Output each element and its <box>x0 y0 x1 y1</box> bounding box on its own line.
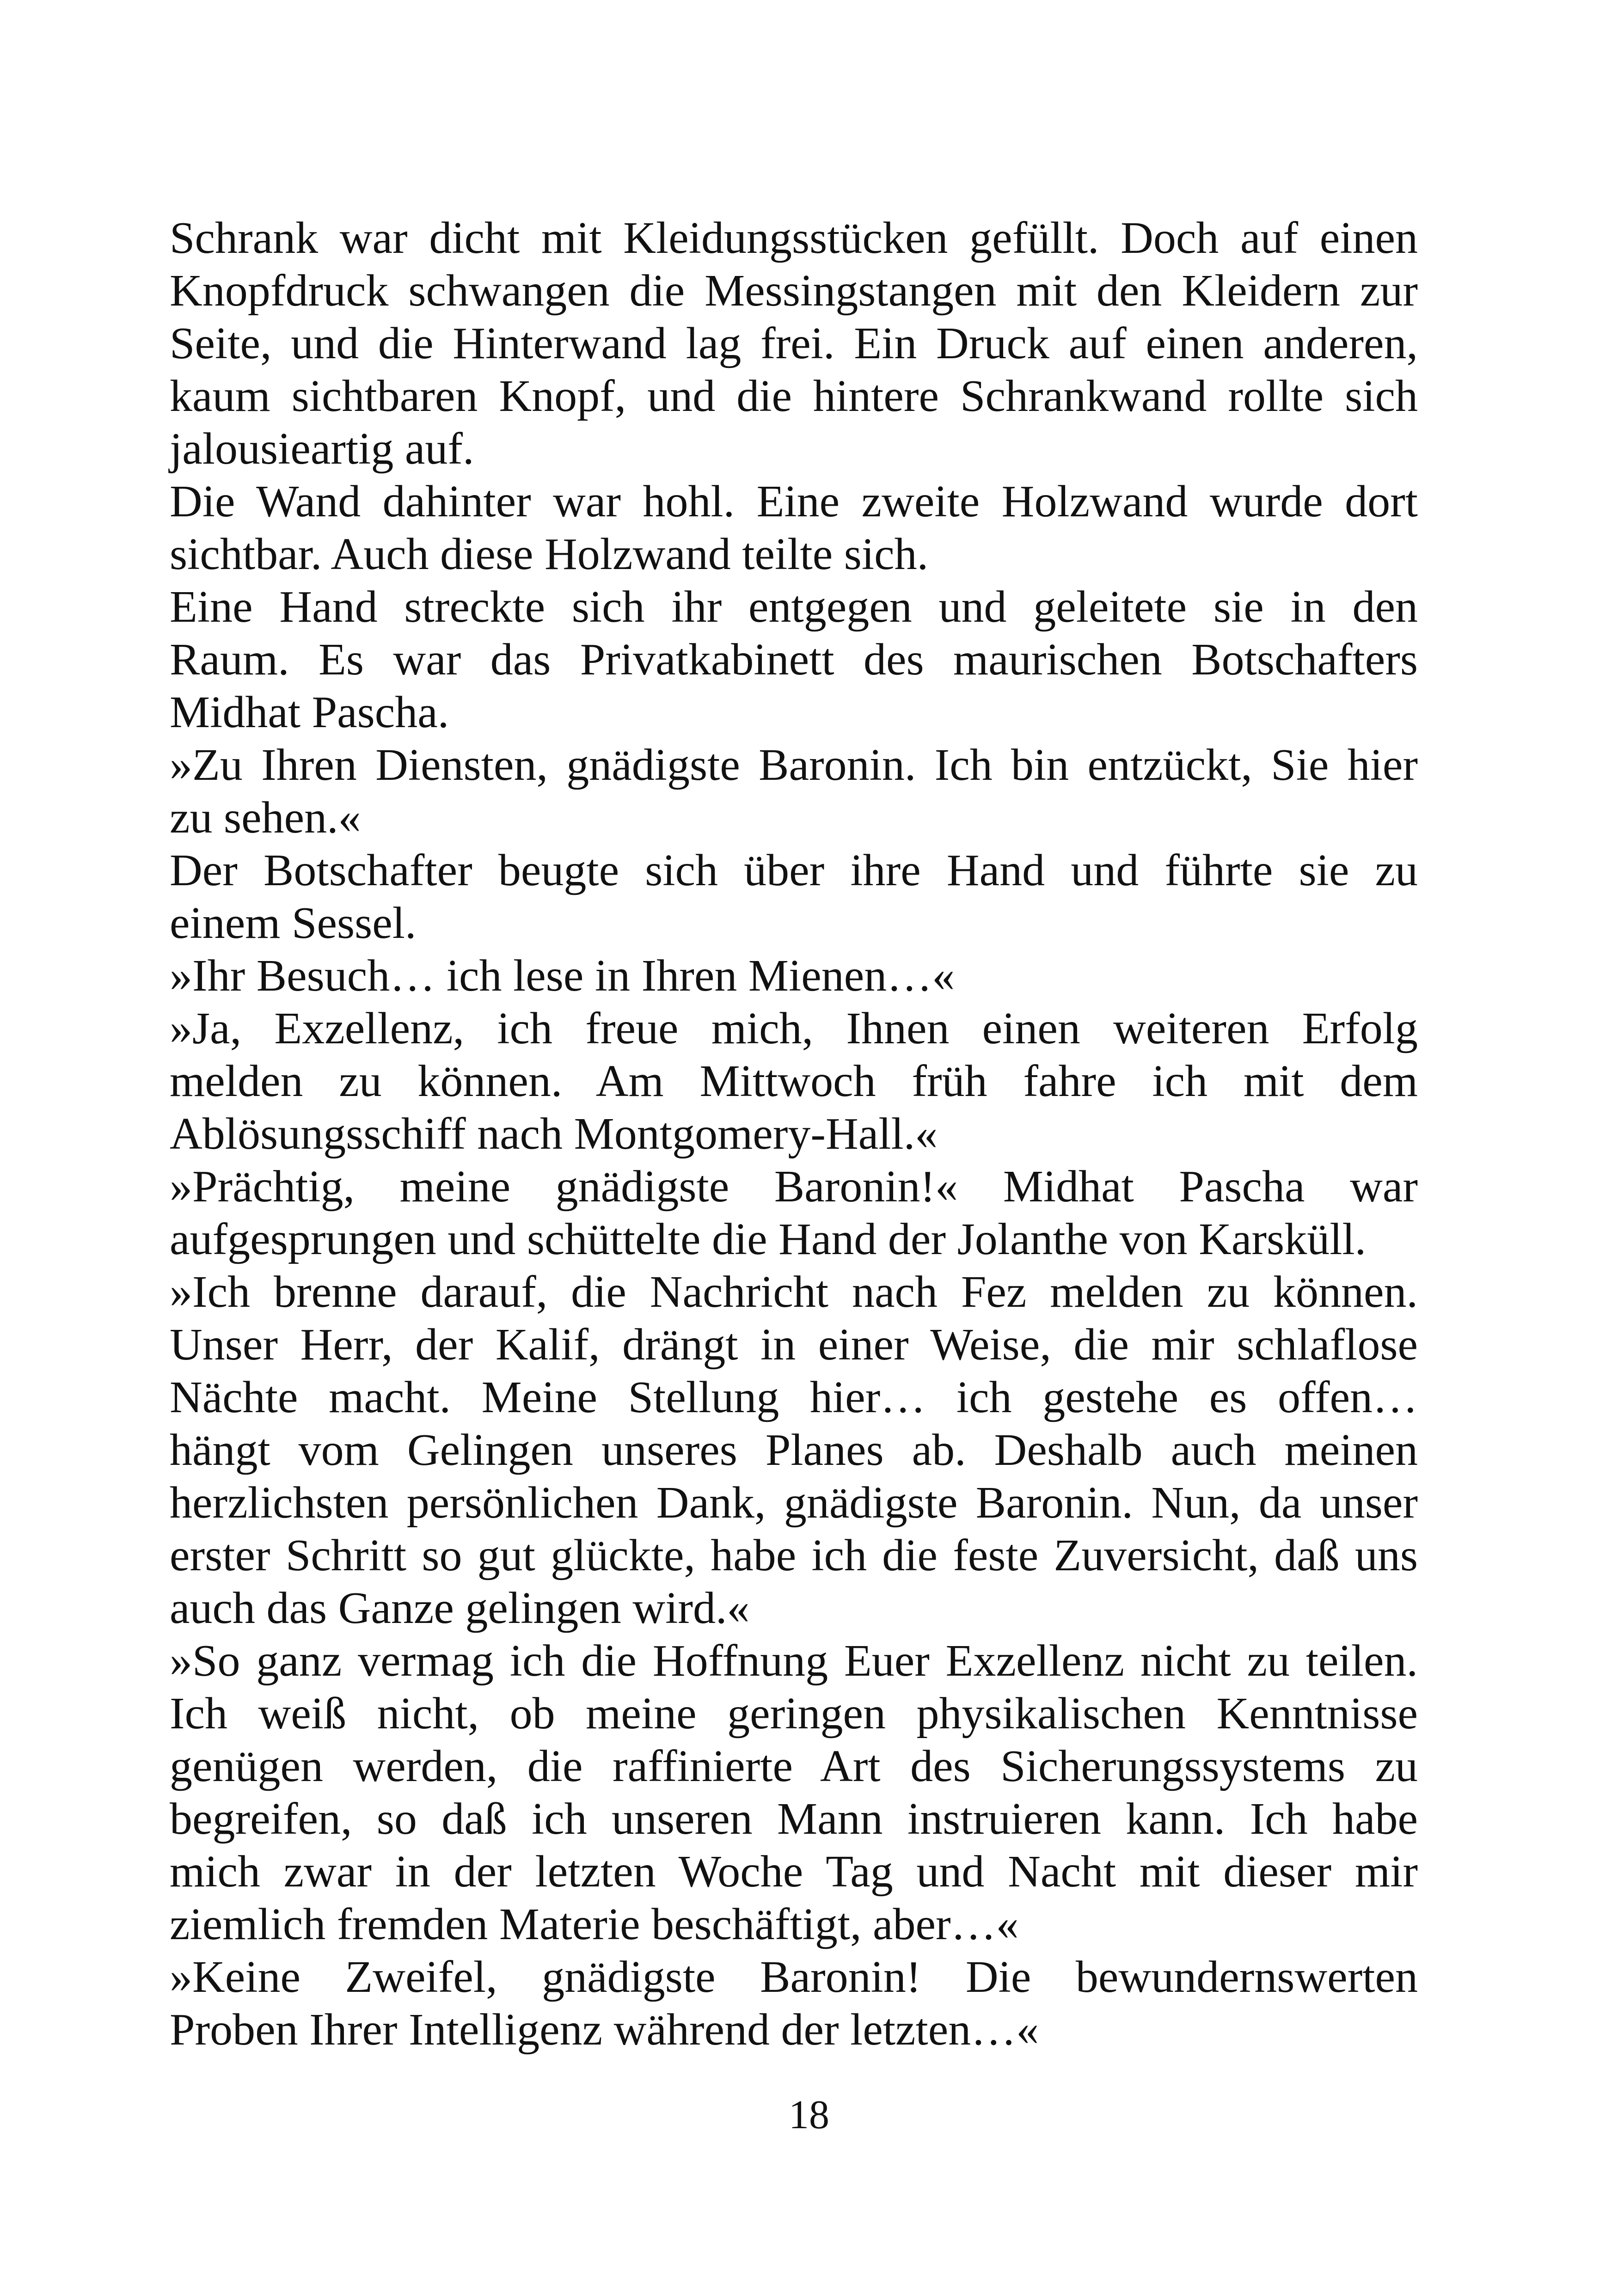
text-line: sichtbar. Auch diese Holzwand teilte sich. <box>170 529 929 579</box>
text-line: Nächte macht. Meine Stellung hier… ich gestehe es offen… <box>170 1372 1418 1422</box>
text-line: Raum. Es war das Privatkabinett des maurischen Botschafters <box>170 635 1418 685</box>
text-line: Der Botschafter beugte sich über ihre Hand und führte sie zu <box>170 845 1418 895</box>
text-line: »Ihr Besuch… ich lese in Ihren Mienen…« <box>170 951 955 1001</box>
text-line: Eine Hand streckte sich ihr entgegen und geleitete sie in den <box>170 582 1418 632</box>
text-line: »Prächtig, meine gnädigste Baronin!« Midhat Pascha war <box>170 1162 1418 1212</box>
text-line: »Ich brenne darauf, die Nachricht nach Fez melden zu können. <box>170 1267 1418 1317</box>
text-line: ziemlich fremden Materie beschäftigt, aber…« <box>170 1899 1019 1949</box>
text-line: Proben Ihrer Intelligenz während der letzten…« <box>170 2005 1039 2055</box>
page-number: 18 <box>789 2093 829 2137</box>
text-line: erster Schritt so gut glückte, habe ich die feste Zuversicht, daß uns <box>170 1531 1418 1580</box>
text-line: begreifen, so daß ich unseren Mann instruieren kann. Ich habe <box>170 1794 1418 1844</box>
text-line: kaum sichtbaren Knopf, und die hintere Schrankwand rollte sich <box>170 371 1418 421</box>
text-line: aufgesprungen und schüttelte die Hand der Jolanthe von Karsküll. <box>170 1214 1367 1264</box>
text-line: hängt vom Gelingen unseres Planes ab. Deshalb auch meinen <box>170 1425 1418 1475</box>
text-line: jalousieartig auf. <box>170 424 474 474</box>
text-line: Ablösungsschiff nach Montgomery-Hall.« <box>170 1109 938 1159</box>
text-line: melden zu können. Am Mittwoch früh fahre ich mit dem <box>170 1056 1418 1106</box>
text-line: Die Wand dahinter war hohl. Eine zweite Holzwand wurde dort <box>170 477 1418 527</box>
text-line: »Ja, Exzellenz, ich freue mich, Ihnen einen weiteren Erfolg <box>170 1004 1418 1053</box>
text-line: Midhat Pascha. <box>170 687 449 737</box>
text-line: Schrank war dicht mit Kleidungsstücken gefüllt. Doch auf einen <box>170 213 1418 263</box>
text-line: Seite, und die Hinterwand lag frei. Ein Druck auf einen anderen, <box>170 318 1418 368</box>
text-line: herzlichsten persönlichen Dank, gnädigste Baronin. Nun, da unser <box>170 1478 1418 1528</box>
text-line: genügen werden, die raffinierte Art des Sicherungssystems zu <box>170 1741 1418 1791</box>
text-line: zu sehen.« <box>170 793 361 843</box>
text-line: »Keine Zweifel, gnädigste Baronin! Die bewundernswerten <box>170 1952 1418 2002</box>
text-line: Ich weiß nicht, ob meine geringen physikalischen Kenntnisse <box>170 1689 1418 1739</box>
text-line: mich zwar in der letzten Woche Tag und Nacht mit dieser mir <box>170 1847 1418 1897</box>
text-line: »Zu Ihren Diensten, gnädigste Baronin. Ich bin entzückt, Sie hier <box>170 740 1418 790</box>
text-line: Knopfdruck schwangen die Messingstangen mit den Kleidern zur <box>170 266 1418 316</box>
text-line: auch das Ganze gelingen wird.« <box>170 1583 750 1633</box>
text-line: einem Sessel. <box>170 898 417 948</box>
text-line: Unser Herr, der Kalif, drängt in einer Weise, die mir schlaflose <box>170 1320 1418 1370</box>
body-text <box>170 212 1418 2056</box>
text-line: »So ganz vermag ich die Hoffnung Euer Exzellenz nicht zu teilen. <box>170 1636 1418 1686</box>
